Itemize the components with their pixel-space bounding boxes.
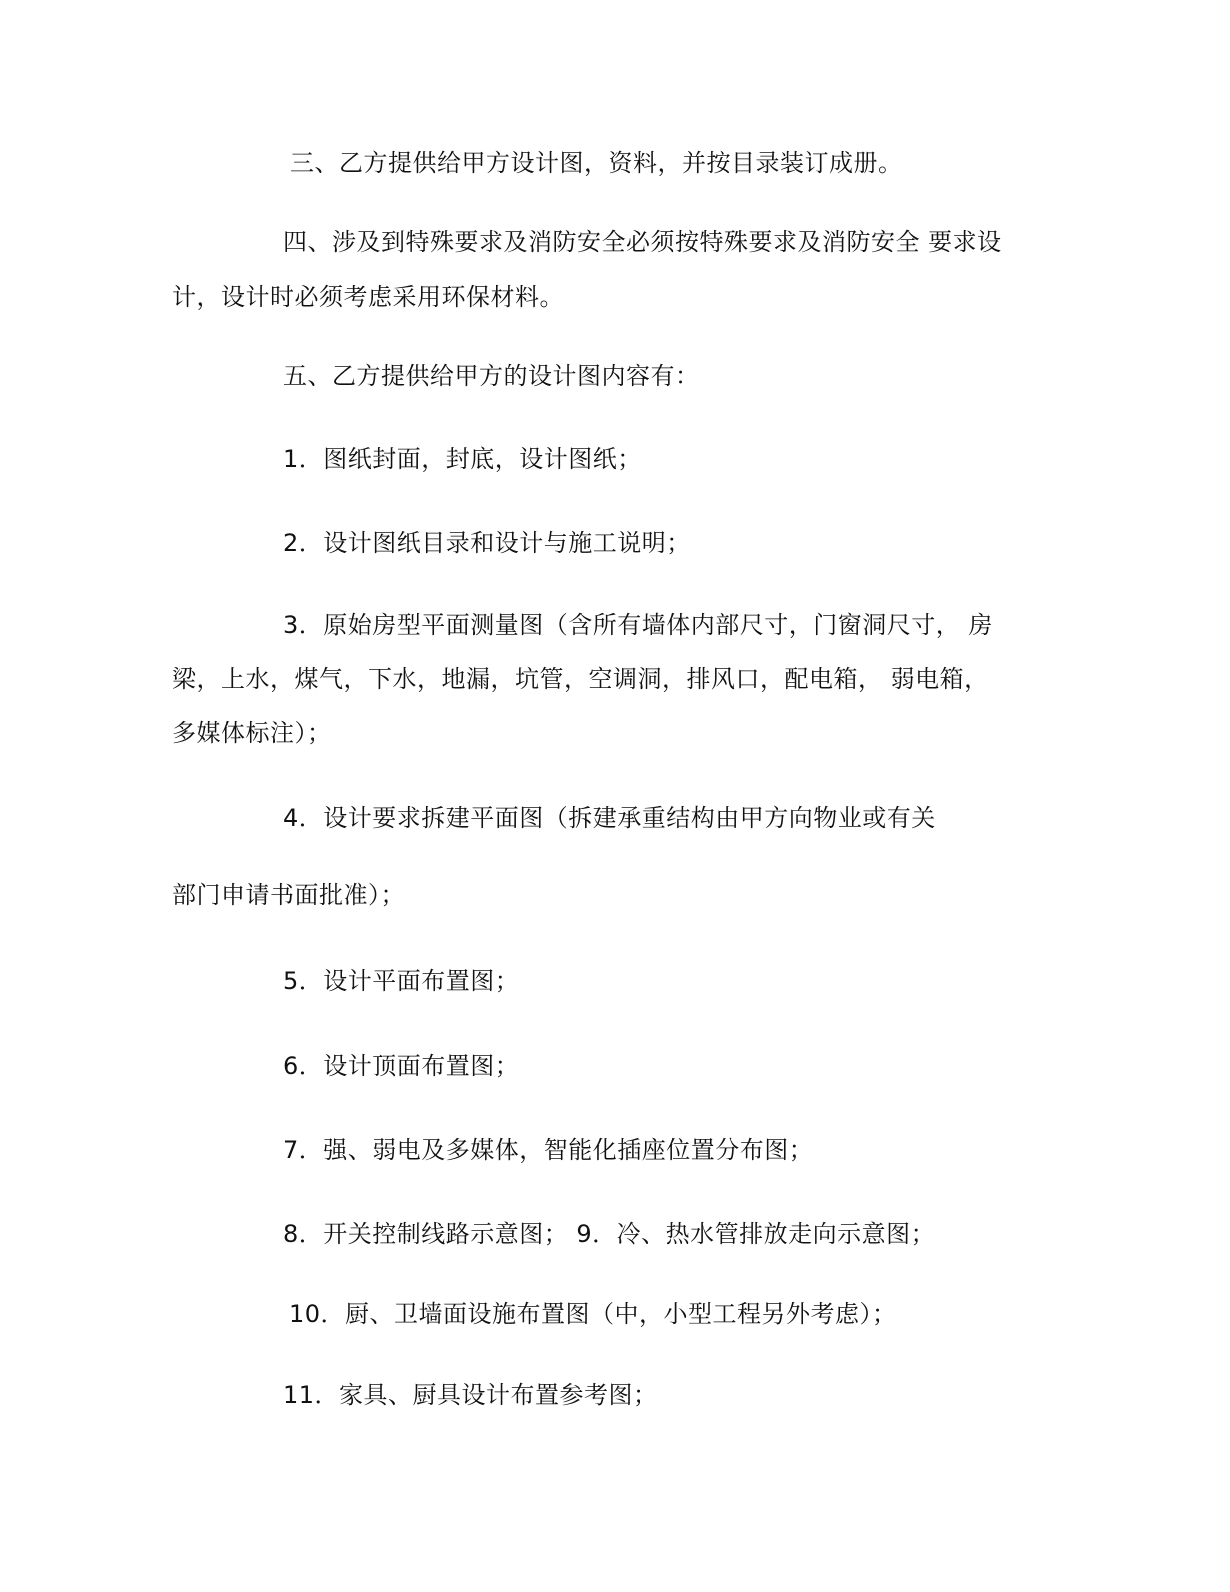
- section-3-text: 三、乙方提供给甲方设计图，资料，并按目录装订成册。: [290, 149, 903, 177]
- list-item-3-line1: 3．原始房型平面测量图（含所有墙体内部尺寸，门窗洞尺寸， 房: [283, 611, 993, 639]
- list-item-10: 10．厨、卫墙面设施布置图（中，小型工程另外考虑）；: [289, 1300, 897, 1328]
- list-item-1: 1．图纸封面，封底，设计图纸；: [283, 445, 642, 473]
- section-4-text-line2: 计，设计时必须考虑采用环保材料。: [172, 283, 564, 311]
- list-item-8-9: 8．开关控制线路示意图； 9．冷、热水管排放走向示意图；: [283, 1220, 936, 1248]
- list-item-4-line2: 部门申请书面批准）；: [172, 881, 405, 909]
- section-5-heading: 五、乙方提供给甲方的设计图内容有：: [283, 362, 700, 390]
- list-item-5: 5．设计平面布置图；: [283, 967, 520, 995]
- list-item-7: 7．强、弱电及多媒体，智能化插座位置分布图；: [283, 1136, 814, 1164]
- list-item-4-line1: 4．设计要求拆建平面图（拆建承重结构由甲方向物业或有关: [283, 804, 936, 832]
- list-item-3-line3: 多媒体标注）；: [172, 719, 332, 747]
- list-item-11: 11．家具、厨具设计布置参考图；: [283, 1381, 658, 1409]
- list-item-6: 6．设计顶面布置图；: [283, 1052, 520, 1080]
- list-item-2: 2．设计图纸目录和设计与施工说明；: [283, 529, 691, 557]
- section-4-text-line1: 四、涉及到特殊要求及消防安全必须按特殊要求及消防安全 要求设: [283, 228, 1002, 256]
- list-item-3-line2: 梁，上水，煤气，下水，地漏，坑管，空调洞，排风口，配电箱， 弱电箱，: [172, 665, 989, 693]
